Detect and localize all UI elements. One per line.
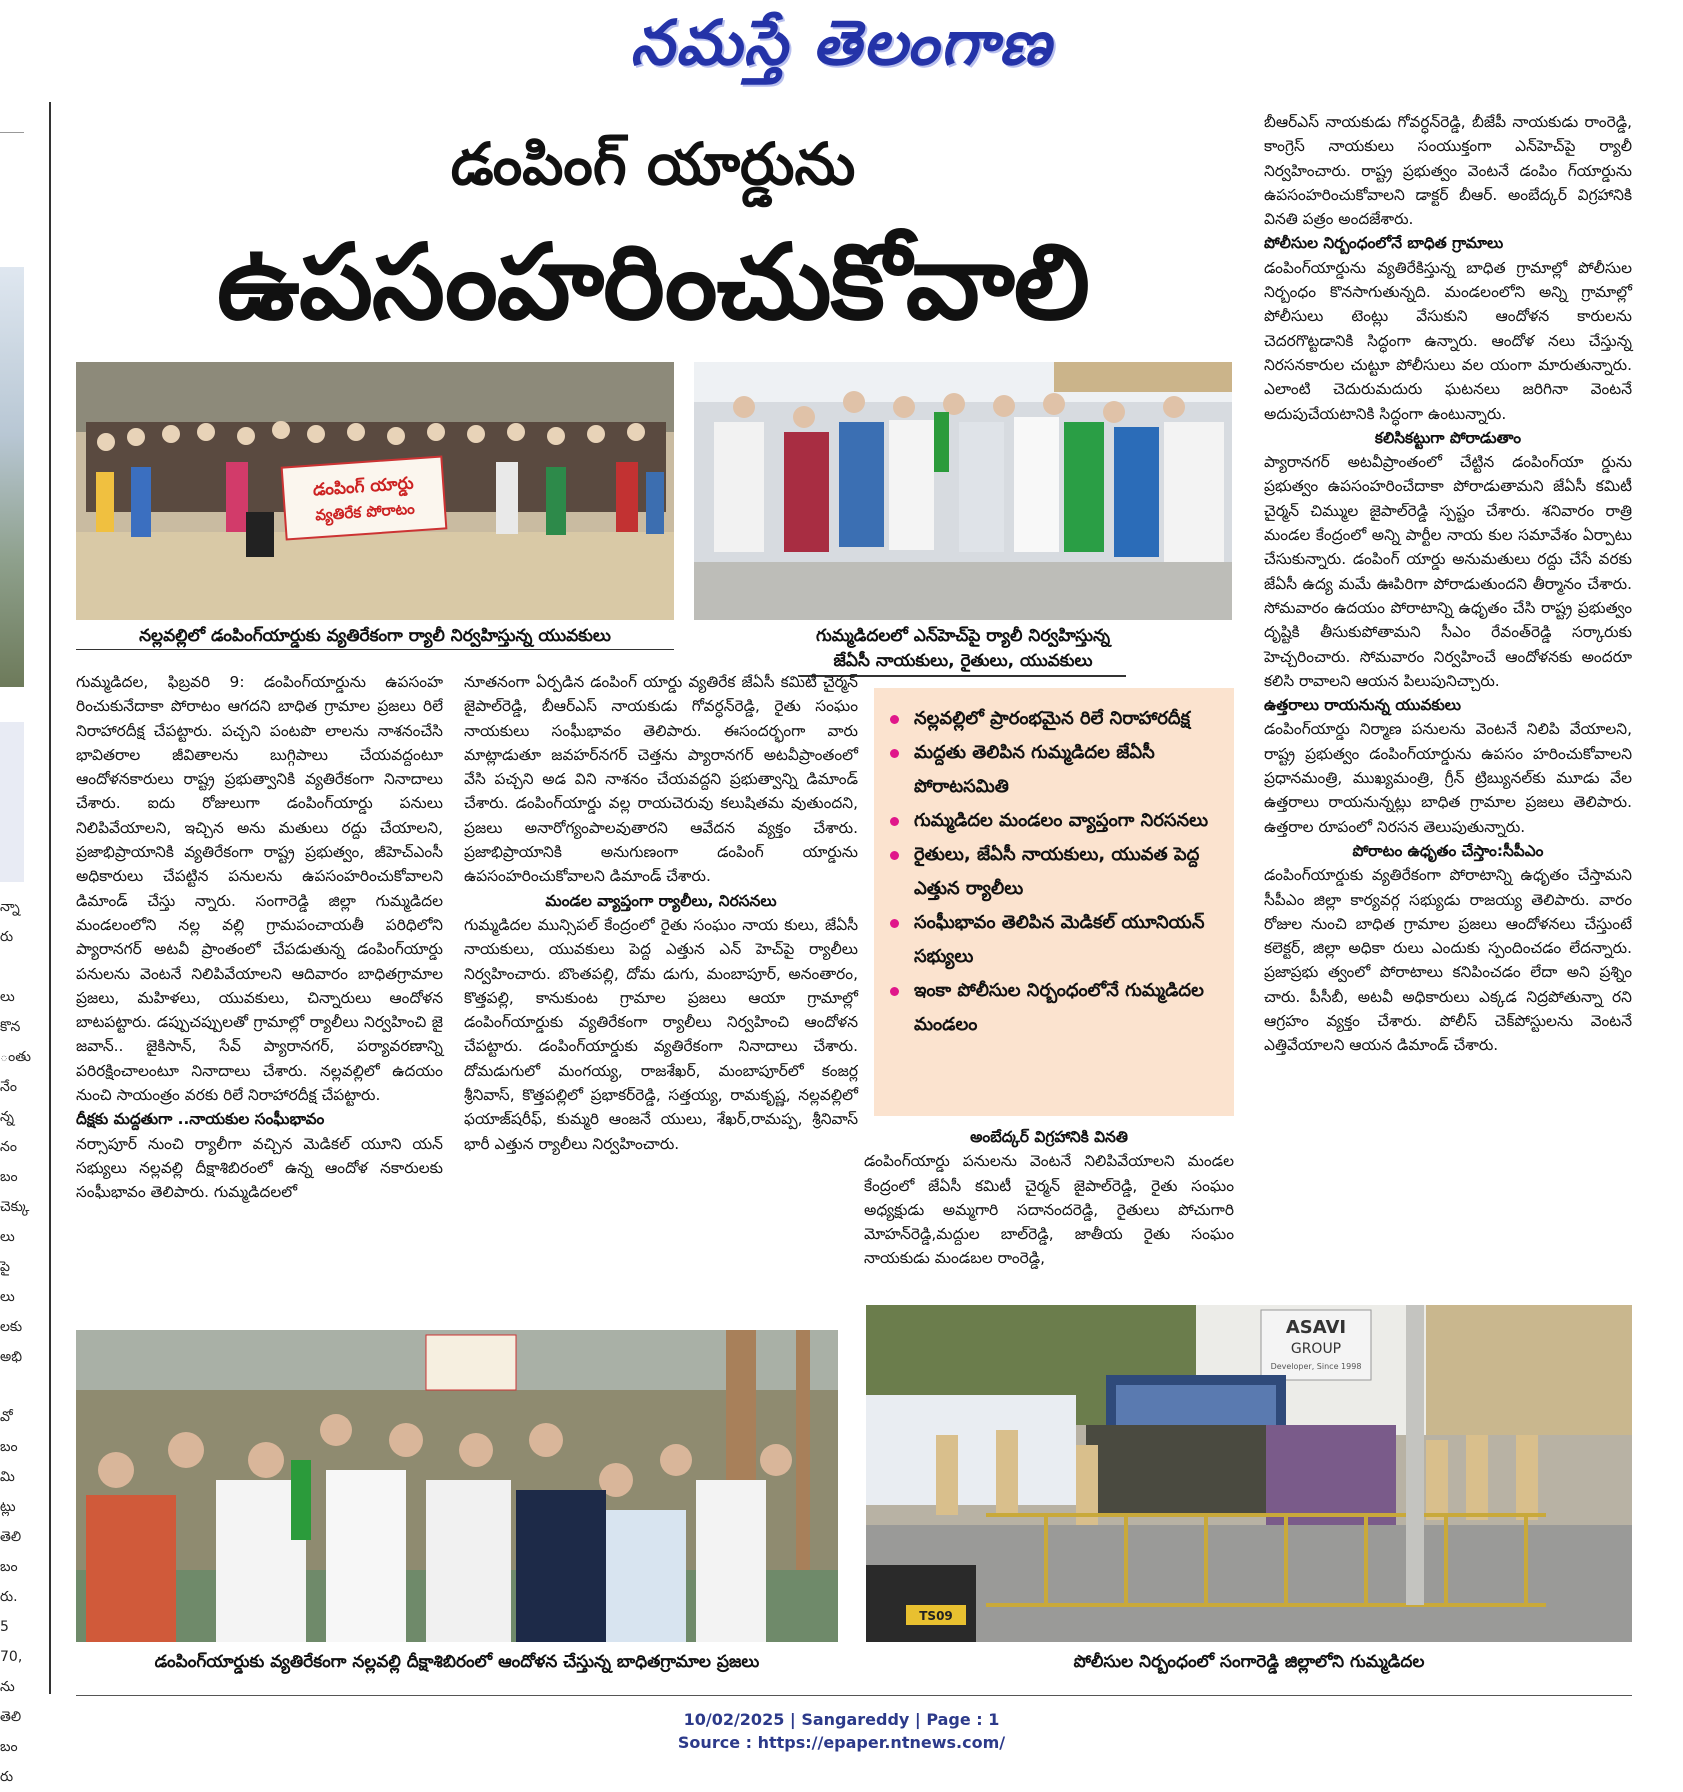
article-column-1 xyxy=(76,670,443,1322)
bullet-icon xyxy=(890,715,899,724)
highlight-item: నల్లవల్లిలో ప్రారంభమైన రిలే నిరాహారదీక్ష xyxy=(888,702,1224,736)
photo-caption-rally-nh-line1: గుమ్మడిదలలో ఎన్‌హెచ్‌పై ర్యాలీ నిర్వహిస్తున్న xyxy=(815,626,1111,646)
highlight-item: రైతులు, జేఏసీ నాయకులు, యువత పెద్ద ఎత్తున ర్యాలీలు xyxy=(888,838,1224,906)
previous-article-strip xyxy=(0,102,31,1785)
building-sign-line2: GROUP xyxy=(1290,1341,1342,1357)
article-headline: ఉపసంహరించుకోవాలి xyxy=(217,221,1089,343)
col4-paragraph: డంపింగ్‌యార్డును వ్యతిరేకిస్తున్న బాధిత గ్రామాల్లో పోలీసుల నిర్బంధం కొనసాగుతున్నది. మండలంలోని అన్ని గ్రామాల్లో పోలీసులు టెంట్లు వేసుకుని ఆందోళన కారులను చెదరగొట్టడానికి సిద్ధంగా ఉన్నారు. ఆందోళ నలు చేస్తున్న నిరసనకారుల చుట్టూ పోలీసులు వల యంగా మారుతున్నారు. ఎలాంటి చెదురుమదురు ఘటనలు జరిగినా వెంటనే అదుపుచేయటానికి సిద్ధంగా ఉంటున్నారు. xyxy=(1264,258,1632,423)
highlight-item: ఇంకా పోలీసుల నిర్బంధంలోనే గుమ్మడిదల మండలం xyxy=(888,974,1224,1042)
col2-paragraph-1: నూతనంగా ఏర్పడిన డంపింగ్ యార్డు వ్యతిరేక జేఏసీ కమిటీ చైర్మన్ జైపాల్‌రెడ్డి, బీఆర్‌ఎస్ నాయకుడు గోవర్ధన్‌రెడ్డి, రైతు సంఘం నాయకులు సంఘీభావం తెలిపారు. ఈసందర్భంగా వారు మాట్లాడుతూ జవహర్‌నగర్ చెత్తను ప్యారానగర్ అటవీప్రాంతంలో వేసి పచ్చని అడ విని నాశనం చేయవద్దని ప్రభుత్వాన్ని డిమాండ్ చేశారు. డంపింగ్‌యార్డు వల్ల రాయచెరువు కలుషితమ వుతుందని, ప్రజలు అనారోగ్యంపాలవుతారని ఆవేదన వ్యక్తం చేశారు. ప్రజాభిప్రాయానికి అనుగుణంగా డంపింగ్ యార్డును ఉపసంహరించుకోవాలని డిమాండ్ చేశారు. xyxy=(464,673,858,886)
bullet-icon xyxy=(890,919,899,928)
bullet-icon xyxy=(890,817,899,826)
article-column-2 xyxy=(464,670,858,1322)
bottom-rule xyxy=(76,1695,1632,1696)
page-footer xyxy=(0,1708,1683,1754)
photo-police-deployment xyxy=(866,1305,1632,1642)
highlight-item: గుమ్మడిదల మండలం వ్యాప్తంగా నిరసనలు xyxy=(888,804,1224,838)
col4-subheading: ఉత్తరాలు రాయనున్న యువకులు xyxy=(1264,696,1462,715)
highlight-item: మద్దతు తెలిపిన గుమ్మడిదల జేఏసీ పోరాటసమితి xyxy=(888,736,1224,804)
banner-text-line1: డంపింగ్ యార్డు xyxy=(312,473,415,501)
col3-paragraph: డంపింగ్‌యార్డు పనులను వెంటనే నిలిపివేయాలని మండల కేంద్రంలో జేఏసీ కమిటీ చైర్మన్ జైపాల్‌రెడ్డి, రైతు సంఘం అధ్యక్షుడు అమ్మగారి సదానందరెడ్డి, రైతులు పోచుగారి మోహన్‌రెడ్డి,మద్దుల బాల్‌రెడ్డి, జాతీయ రైతు సంఘం నాయకుడు మండబల రాంరెడ్డి, xyxy=(864,1152,1234,1268)
photo-caption-rally-nallavalli: నల్లవల్లిలో డంపింగ్‌యార్డుకు వ్యతిరేకంగా ర్యాలీ నిర్వహిస్తున్న యువకులు xyxy=(76,624,674,650)
col4-subheading: పోరాటం ఉధృతం చేస్తాం:సీపీఎం xyxy=(1352,841,1544,860)
article-column-4 xyxy=(1264,110,1632,1308)
highlight-item: సంఘీభావం తెలిపిన మెడికల్ యూనియన్ సభ్యులు xyxy=(888,906,1224,974)
col3-subheading: అంబేద్కర్ విగ్రహానికి వినతి xyxy=(970,1128,1128,1146)
photo-rally-nallavalli xyxy=(76,362,674,620)
col4-paragraph: డంపింగ్‌యార్డు నిర్మాణ పనులను వెంటనే నిలిపి వేయాలని, రాష్ట్ర ప్రభుత్వం డంపింగ్‌యార్డును ఉపసం హరించుకోవాలని ప్రధానమంత్రి, ముఖ్యమంత్రి, గ్రీన్ ట్రిబ్యునల్‌కు మూడు వేల ఉత్తరాలు రాయనున్నట్లు బాధిత గ్రామాల ప్రజలు తెలిపారు. ఉత్తరాల రూపంలో నిరసన తెలుపుతున్నారు. xyxy=(1264,720,1632,836)
column-divider xyxy=(49,102,51,1694)
col4-paragraph: ప్యారానగర్ అటవీప్రాంతంలో చేట్టిన డంపింగ్‌యా ర్డును ప్రభుత్వం ఉపసంహరించేదాకా పోరాడుతామని జేఏసీ కమిటీ చైర్మన్ చిమ్ముల జైపాల్‌రెడ్డి స్పష్టం చేశారు. శనివారం రాత్రి మండల కేంద్రంలో అన్ని పార్టీల నాయ కుల సమావేశం ఏర్పాటు చేసుకున్నారు. డంపింగ్ యార్డు అనుమతులు రద్దు చేసే వరకు జేఏసీ ఉద్య మమే ఊపిరిగా పోరాడుతుందని తీర్మానం చేశారు. సోమవారం ఉదయం పోరాటాన్ని ఉధృతం చేసి రాష్ట్ర ప్రభుత్వం దృష్టికి తీసుకుపోతామని సీఎం రేవంత్‌రెడ్డి సర్కారుకు హెచ్చరించారు. సోమవారం నిర్వహించే ఆందోళనకు అందరూ కలిసి రావాలని ఆయన పిలుపునిచ్చారు. xyxy=(1264,453,1632,690)
banner-text-line2: వ్యతిరేక పోరాటం xyxy=(314,499,416,525)
number-plate: TS09 xyxy=(919,1609,953,1623)
col1-paragraph-1: గుమ్మడిదల, ఫిబ్రవరి 9: డంపింగ్‌యార్డును ఉపసంహ రించుకునేదాకా పోరాటం ఆగదని బాధిత గ్రామాల ప్రజలు రిలే నిరాహారదీక్ష చేపట్టారు. పచ్చని పంటపొ లాలను నాశనంచేసి భావితరాల జీవితాలను బుగ్గిపాలు చేయవద్దంటూ ఆందోళనకారులు రాష్ట్ర ప్రభుత్వానికి వ్యతిరేకంగా నినాదాలు చేశారు. ఐదు రోజులుగా డంపింగ్‌యార్డు పనులు నిలిపివేయాలని, ఇచ్చిన అను మతులు రద్దు చేయాలని, ప్రజాభిప్రాయానికి వ్యతిరేకంగా రాష్ట్ర ప్రభుత్వం, జీహెచ్‌ఎంసీ అధికారులు చేపట్టిన పనులను ఉపసంహరించుకోవాలని డిమాండ్ చేస్తు న్నారు. సంగారెడ్డి జిల్లా గుమ్మడిదల మండలంలోని నల్ల వల్లి గ్రామపంచాయతీ పరిధిలోని ప్యారానగర్ అటవీ ప్రాంతంలో చేపడుతున్న డంపింగ్‌యార్డు పనులను వెంటనే నిలిపివేయాలని ఆదివారం బాధితగ్రామాల ప్రజలు, మహిళలు, యువకులు, చిన్నారులు ఆందోళన బాటపట్టారు. డప్పుచప్పులతో గ్రామాల్లో ర్యాలీలు నిర్వహించి జై జవాన్.. జైకిసాన్, సేవ్ ప్యారానగర్, పర్యావరణాన్ని పరిరక్షించాలంటూ నినాదాలు చేశారు. నల్లవల్లిలో ఉదయం నుంచి సాయంత్రం వరకు రిలే నిరాహారదీక్ష చేపట్టారు. xyxy=(76,673,443,1105)
bullet-icon xyxy=(890,987,899,996)
col2-subheading: మండల వ్యాప్తంగా ర్యాలీలు, నిరసనలు xyxy=(545,891,777,910)
col4-subheading: పోలీసుల నిర్బంధంలోనే బాధిత గ్రామాలు xyxy=(1264,234,1504,253)
bullet-icon xyxy=(890,851,899,860)
previous-article-text: న్నా రు లు కొన ంతు నేం న్న నం బం చెక్కు లు పై లు లకు అభి వో బం మి ట్లు తెలి బం రు. 5 70, ను తెలి బం రు xyxy=(0,899,31,1785)
building-sign-line1: ASAVI xyxy=(1285,1317,1347,1338)
photo-caption-protest-camp: డంపింగ్‌యార్డుకు వ్యతిరేకంగా నల్లవల్లి దీక్షాశిబిరంలో ఆందోళన చేస్తున్న బాధితగ్రామాల ప్రజలు xyxy=(154,1652,760,1672)
col1-paragraph-2: నర్సాపూర్ నుంచి ర్యాలీగా వచ్చిన మెడికల్ యూని యన్ సభ్యులు నల్లవల్లి దీక్షాశిబిరంలో ఉన్న ఆందోళ నకారులకు సంఘీభావం తెలిపారు. గుమ్మడిదలలో xyxy=(76,1134,443,1202)
photo-caption-rally-nh-line2: జేఏసీ నాయకులు, రైతులు, యువకులు xyxy=(833,651,1093,671)
building-sign-line3: Developer, Since 1998 xyxy=(1270,1362,1362,1371)
bullet-icon xyxy=(890,749,899,758)
col4-paragraph: డంపింగ్‌యార్డుకు వ్యతిరేకంగా పోరాటాన్ని ఉధృతం చేస్తామని సీపీఎం జిల్లా కార్యవర్గ సభ్యుడు రాజయ్య తెలిపారు. వారం రోజుల నుంచి బాధిత గ్రామాల ప్రజలు ఆందోళనలు చేస్తుంటే కలెక్టర్, జిల్లా అధికా రులు ఎందుకు స్పందించడం లేదన్నారు. ప్రజాప్రభు త్వంలో పోరాటాలు కనిపించడం లేదా అని ప్రశ్నిం చారు. పీసీబీ, అటవీ అధికారులు ఎక్కడ నిద్రపోతున్నా రని ఆగ్రహం వ్యక్తం చేశారు. పోలీస్ చెక్‌పోస్టులను వెంటనే ఎత్తివేయాలని ఆయన డిమాండ్ చేశారు. xyxy=(1264,866,1632,1055)
footer-source: Source : https://epaper.ntnews.com/ xyxy=(677,1733,1006,1752)
col1-subheading: దీక్షకు మద్దతుగా ..నాయకుల సంఘీభావం xyxy=(76,1110,325,1129)
article-kicker: డంపింగ్ యార్డును xyxy=(450,130,856,198)
footer-dateline: 10/02/2025 | Sangareddy | Page : 1 xyxy=(683,1710,1000,1729)
masthead-title: నమస్తే తెలంగాణ xyxy=(630,6,1053,79)
highlights-box xyxy=(874,688,1234,1116)
col4-paragraph: బీఆర్‌ఎస్ నాయకుడు గోవర్ధన్‌రెడ్డి, బీజేపీ నాయకుడు రాంరెడ్డి, కాంగ్రెస్ నాయకులు సంయుక్తంగా ఎన్‌హెచ్‌పై ర్యాలీ నిర్వహించారు. రాష్ట్ర ప్రభుత్వం వెంటనే డంపిం గ్‌యార్డును ఉపసంహరించుకోవాలని డాక్టర్ బీఆర్. అంబేద్కర్ విగ్రహానికి వినతి పత్రం అందజేశారు. xyxy=(1264,113,1632,229)
photo-protest-camp xyxy=(76,1330,838,1642)
col2-paragraph-2: గుమ్మడిదల మున్సిపల్ కేంద్రంలో రైతు సంఘం నాయ కులు, జేఏసీ నాయకులు, యువకులు పెద్ద ఎత్తున ఎన్ హెచ్‌పై ర్యాలీలు నిర్వహించారు. బొంతపల్లి, దోమ డుగు, మంబాపూర్, అనంతారం, కొత్తపల్లి, కానుకుంట గ్రామాల ప్రజలు ఆయా గ్రామాల్లో డంపింగ్‌యార్డుకు వ్యతిరేకంగా ర్యాలీలు నిర్వహించి ఆందోళన చేపట్టారు. డంపింగ్‌యార్డుకు వ్యతిరేకంగా నినాదాలు చేశారు. దోమడుగులో మంగయ్య, రాజశేఖర్, మంబాపూర్‌లో కంజర్ల శ్రీనివాస్, కొత్తపల్లిలో ప్రభాకర్‌రెడ్డి, సత్తయ్య, రామకృష్ణ, నల్లవల్లిలో ఫయాజ్‌షరీఫ్, కుమ్మరి ఆంజనే యులు, శేఖర్,రామప్ప, శ్రీనివాస్ భారీ ఎత్తున ర్యాలీలు నిర్వహించారు. xyxy=(464,915,858,1153)
photo-caption-police: పోలీసుల నిర్బంధంలో సంగారెడ్డి జిల్లాలోని గుమ్మడిదల xyxy=(1073,1652,1425,1672)
col4-subheading: కలిసికట్టుగా పోరాడుతాం xyxy=(1374,428,1522,447)
article-column-3 xyxy=(864,1125,1234,1305)
photo-rally-nh xyxy=(694,362,1232,620)
